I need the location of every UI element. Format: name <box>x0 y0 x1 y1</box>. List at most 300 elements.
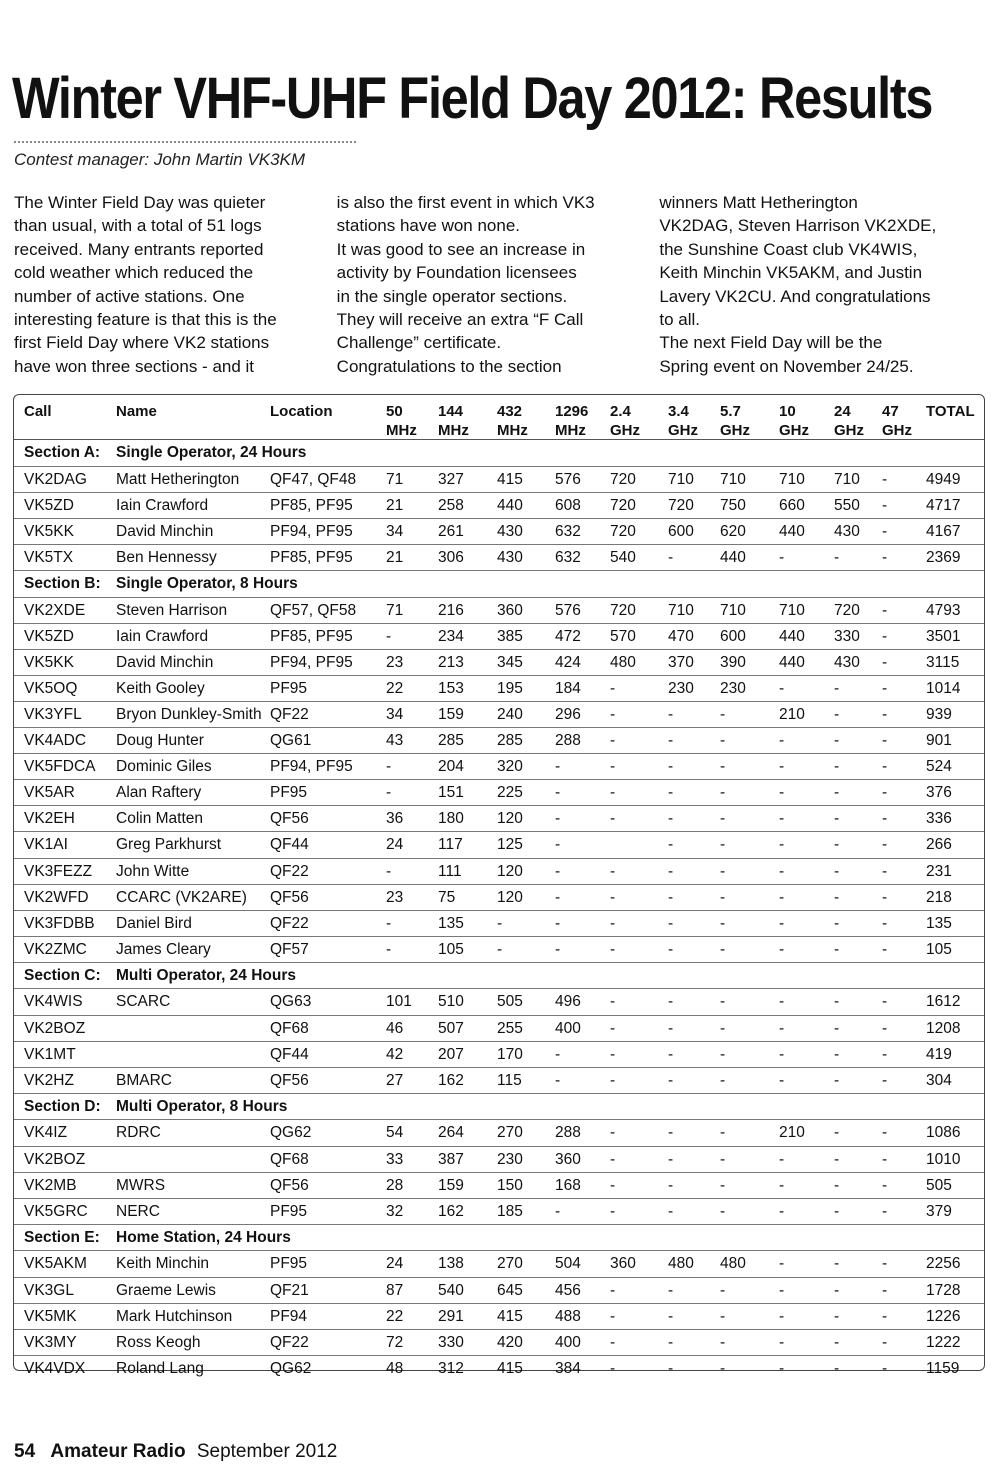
cell-call: VK1AI <box>24 836 68 854</box>
intro-line: Lavery VK2CU. And congratulations <box>659 286 931 306</box>
intro-line: winners Matt Hetherington <box>659 193 858 212</box>
cell-location: QF57 <box>270 940 309 958</box>
cell-band-score: 207 <box>438 1045 464 1063</box>
cell-band-score: 540 <box>438 1281 464 1299</box>
cell-band-score: 43 <box>386 732 404 750</box>
cell-band-score: 370 <box>668 653 694 671</box>
cell-call: VK3FEZZ <box>24 862 93 880</box>
section-label: Section C: <box>24 966 101 984</box>
cell-band-score: 440 <box>779 627 805 645</box>
cell-total: 2369 <box>926 548 961 566</box>
intro-line: is also the first event in which VK3 <box>336 193 595 212</box>
cell-band-score: - <box>779 1045 785 1063</box>
cell-band-score: - <box>497 914 503 932</box>
table-row <box>14 832 984 858</box>
cell-band-score: 120 <box>497 810 523 828</box>
cell-band-score: 261 <box>438 522 464 540</box>
cell-name: James Cleary <box>116 940 211 958</box>
section-heading <box>14 1225 984 1252</box>
section-label: Section D: <box>24 1097 101 1115</box>
cell-band-score: 710 <box>779 470 805 488</box>
cell-band-score: - <box>668 810 674 828</box>
header-total: TOTAL <box>926 403 975 420</box>
cell-call: VK2HZ <box>24 1071 74 1089</box>
cell-band-score: - <box>668 1281 674 1299</box>
cell-band-score: - <box>610 1281 616 1299</box>
cell-band-score: 162 <box>438 1202 464 1220</box>
intro-line: Spring event on November 24/25. <box>659 356 914 376</box>
cell-name: SCARC <box>116 993 171 1011</box>
cell-band-score: 360 <box>497 601 523 619</box>
cell-band-score: - <box>834 1307 840 1325</box>
cell-band-score: - <box>668 914 674 932</box>
table-row <box>14 1330 984 1356</box>
cell-band-score: 135 <box>438 914 464 932</box>
section-label: Section E: <box>24 1228 100 1246</box>
header-band-unit: GHz <box>610 422 640 439</box>
cell-band-score: 608 <box>555 496 581 514</box>
intro-line: They will receive an extra “F Call <box>336 310 584 330</box>
cell-band-score: - <box>882 732 888 750</box>
table-row <box>14 624 984 650</box>
cell-band-score: - <box>834 1202 840 1220</box>
cell-name: Mark Hutchinson <box>116 1307 233 1325</box>
intro-line: interesting feature is that this is the <box>14 310 277 330</box>
cell-band-score: 285 <box>497 732 523 750</box>
cell-band-score: - <box>720 1150 726 1168</box>
cell-call: VK5FDCA <box>24 758 96 776</box>
cell-total: 1014 <box>926 679 961 697</box>
header-band-freq: 432 <box>497 403 523 420</box>
results-table <box>13 394 985 1377</box>
cell-band-score: 306 <box>438 548 464 566</box>
cell-band-score: 456 <box>555 1281 581 1299</box>
cell-band-score: 312 <box>438 1359 464 1377</box>
cell-location: PF85, PF95 <box>270 627 353 645</box>
cell-name: Keith Gooley <box>116 679 205 697</box>
cell-band-score: - <box>882 862 888 880</box>
cell-band-score: - <box>834 784 840 802</box>
cell-name: Dominic Giles <box>116 758 212 776</box>
cell-band-score: - <box>720 1281 726 1299</box>
cell-band-score: 645 <box>497 1281 523 1299</box>
intro-line: in the single operator sections. <box>336 286 568 306</box>
cell-band-score: - <box>555 1071 561 1089</box>
cell-band-score: 125 <box>497 836 523 854</box>
cell-band-score: 296 <box>555 705 581 723</box>
cell-band-score: 505 <box>497 993 523 1011</box>
cell-total: 505 <box>926 1176 952 1194</box>
cell-band-score: - <box>882 1019 888 1037</box>
header-location: Location <box>270 403 333 420</box>
cell-band-score: - <box>610 940 616 958</box>
cell-band-score: - <box>779 1307 785 1325</box>
cell-call: VK5TX <box>24 548 74 566</box>
cell-band-score: 21 <box>386 548 404 566</box>
cell-band-score: - <box>882 548 888 566</box>
cell-call: VK2WFD <box>24 888 89 906</box>
cell-call: VK2BOZ <box>24 1150 86 1168</box>
cell-band-score: 720 <box>610 470 636 488</box>
cell-band-score: 162 <box>438 1071 464 1089</box>
cell-location: QF56 <box>270 888 309 906</box>
cell-location: QG62 <box>270 1359 312 1377</box>
cell-band-score: - <box>720 1359 726 1377</box>
intro-line: Congratulations to the section <box>336 356 562 376</box>
cell-band-score: - <box>882 522 888 540</box>
cell-call: VK5KK <box>24 522 74 540</box>
table-row <box>14 937 984 963</box>
cell-call: VK2MB <box>24 1176 77 1194</box>
intro-line: Challenge” certificate. <box>336 333 502 353</box>
cell-name: Bryon Dunkley-Smith <box>116 705 262 723</box>
cell-location: PF95 <box>270 1202 308 1220</box>
cell-band-score: - <box>668 1124 674 1142</box>
cell-band-score: - <box>555 810 561 828</box>
cell-band-score: - <box>555 784 561 802</box>
cell-band-score: - <box>720 914 726 932</box>
cell-location: QF56 <box>270 810 309 828</box>
cell-band-score: 270 <box>497 1124 523 1142</box>
cell-band-score: 720 <box>610 522 636 540</box>
header-band-freq: 5.7 <box>720 403 741 420</box>
cell-location: QG61 <box>270 732 312 750</box>
cell-band-score: 230 <box>720 679 746 697</box>
cell-location: QF22 <box>270 1333 309 1351</box>
header-band <box>386 402 417 440</box>
cell-call: VK3YFL <box>24 705 82 723</box>
cell-band-score: - <box>610 1071 616 1089</box>
cell-band-score: 120 <box>497 888 523 906</box>
cell-call: VK5MK <box>24 1307 77 1325</box>
cell-band-score: - <box>668 732 674 750</box>
cell-band-score: 488 <box>555 1307 581 1325</box>
intro-line: It was good to see an increase in <box>336 239 586 259</box>
cell-total: 939 <box>926 705 952 723</box>
cell-band-score: 360 <box>555 1150 581 1168</box>
cell-total: 1728 <box>926 1281 961 1299</box>
cell-name: Iain Crawford <box>116 496 209 514</box>
cell-band-score: 480 <box>720 1255 746 1273</box>
cell-location: QF44 <box>270 1045 309 1063</box>
cell-band-score: - <box>834 732 840 750</box>
intro-column-1 <box>14 191 337 378</box>
cell-band-score: 101 <box>386 993 412 1011</box>
cell-band-score: - <box>668 1176 674 1194</box>
cell-band-score: - <box>834 1359 840 1377</box>
cell-band-score: - <box>882 496 888 514</box>
table-row <box>14 650 984 676</box>
cell-band-score: - <box>610 1359 616 1377</box>
intro-line: first Field Day where VK2 stations <box>14 333 270 353</box>
intro-line: cold weather which reduced the <box>14 263 254 283</box>
cell-band-score: 159 <box>438 705 464 723</box>
cell-band-score: - <box>882 914 888 932</box>
cell-band-score: - <box>668 548 674 566</box>
cell-band-score: 710 <box>668 601 694 619</box>
intro-line: to all. <box>659 310 700 330</box>
intro-text <box>14 191 982 378</box>
cell-band-score: 71 <box>386 601 404 619</box>
cell-band-score: 240 <box>497 705 523 723</box>
cell-total: 2256 <box>926 1255 961 1273</box>
cell-band-score: - <box>610 758 616 776</box>
cell-call: VK4VDX <box>24 1359 86 1377</box>
intro-line: than usual, with a total of 51 logs <box>14 216 262 236</box>
section-label: Section B: <box>24 574 101 592</box>
header-call: Call <box>24 403 52 420</box>
header-band-freq: 1296 <box>555 403 589 420</box>
cell-band-score: 258 <box>438 496 464 514</box>
cell-band-score: - <box>834 1019 840 1037</box>
cell-band-score: 480 <box>610 653 636 671</box>
cell-band-score: 184 <box>555 679 581 697</box>
cell-location: PF85, PF95 <box>270 496 353 514</box>
cell-band-score: - <box>779 1150 785 1168</box>
table-row <box>14 493 984 519</box>
cell-band-score: - <box>882 993 888 1011</box>
cell-band-score: - <box>779 1176 785 1194</box>
cell-band-score: 400 <box>555 1019 581 1037</box>
cell-band-score: - <box>720 1307 726 1325</box>
cell-band-score: - <box>668 705 674 723</box>
cell-band-score: 32 <box>386 1202 404 1220</box>
cell-band-score: 34 <box>386 705 404 723</box>
cell-name: Daniel Bird <box>116 914 192 932</box>
page-number: 54 <box>14 1441 36 1462</box>
intro-column-3 <box>659 191 982 378</box>
cell-band-score: - <box>882 470 888 488</box>
cell-band-score: - <box>834 1150 840 1168</box>
cell-band-score: - <box>720 1045 726 1063</box>
cell-location: QG62 <box>270 1124 312 1142</box>
cell-band-score: - <box>882 784 888 802</box>
cell-band-score: - <box>720 993 726 1011</box>
cell-band-score: - <box>834 758 840 776</box>
cell-total: 4167 <box>926 522 961 540</box>
cell-band-score: - <box>668 862 674 880</box>
cell-call: VK5KK <box>24 653 74 671</box>
cell-total: 336 <box>926 810 952 828</box>
cell-band-score: - <box>720 732 726 750</box>
cell-band-score: - <box>668 1359 674 1377</box>
cell-band-score: - <box>668 1150 674 1168</box>
cell-location: PF94, PF95 <box>270 653 353 671</box>
cell-total: 231 <box>926 862 952 880</box>
cell-band-score: 216 <box>438 601 464 619</box>
header-band-unit: MHz <box>555 422 586 439</box>
section-heading <box>14 1094 984 1121</box>
cell-band-score: 210 <box>779 705 805 723</box>
cell-band-score: 72 <box>386 1333 404 1351</box>
cell-band-score: 576 <box>555 601 581 619</box>
cell-call: VK1MT <box>24 1045 76 1063</box>
cell-call: VK5ZD <box>24 627 74 645</box>
cell-band-score: 288 <box>555 732 581 750</box>
cell-name: Graeme Lewis <box>116 1281 216 1299</box>
issue-date: September 2012 <box>196 1441 338 1462</box>
cell-band-score: 440 <box>779 653 805 671</box>
header-band-freq: 144 <box>438 403 464 420</box>
cell-band-score: 120 <box>497 862 523 880</box>
cell-band-score: - <box>668 888 674 906</box>
cell-band-score: 28 <box>386 1176 404 1194</box>
cell-band-score: 632 <box>555 522 581 540</box>
cell-band-score: - <box>882 888 888 906</box>
intro-line: the Sunshine Coast club VK4WIS, <box>659 239 918 259</box>
cell-band-score: - <box>779 940 785 958</box>
cell-band-score: 384 <box>555 1359 581 1377</box>
cell-total: 901 <box>926 732 952 750</box>
cell-name: MWRS <box>116 1176 166 1194</box>
cell-call: VK4IZ <box>24 1124 68 1142</box>
cell-band-score: 390 <box>720 653 746 671</box>
cell-name: David Minchin <box>116 522 214 540</box>
cell-band-score: 720 <box>610 601 636 619</box>
cell-band-score: - <box>720 705 726 723</box>
page-title: Winter VHF-UHF Field Day 2012: Results <box>12 66 933 131</box>
cell-band-score: - <box>882 705 888 723</box>
cell-call: VK4ADC <box>24 732 87 750</box>
cell-band-score: 600 <box>668 522 694 540</box>
cell-band-score: 385 <box>497 627 523 645</box>
cell-band-score: - <box>882 679 888 697</box>
cell-band-score: 270 <box>497 1255 523 1273</box>
cell-band-score: 710 <box>668 470 694 488</box>
cell-band-score: 550 <box>834 496 860 514</box>
cell-band-score: - <box>779 1255 785 1273</box>
cell-location: QF57, QF58 <box>270 601 357 619</box>
table-row <box>14 1016 984 1042</box>
cell-call: VK3FDBB <box>24 914 95 932</box>
cell-band-score: 36 <box>386 810 404 828</box>
cell-band-score: - <box>668 940 674 958</box>
cell-band-score: 415 <box>497 1359 523 1377</box>
cell-band-score: 185 <box>497 1202 523 1220</box>
cell-total: 1226 <box>926 1307 961 1325</box>
table-row <box>14 1120 984 1146</box>
cell-band-score: - <box>882 1333 888 1351</box>
cell-band-score: 115 <box>497 1071 522 1089</box>
intro-line: The next Field Day will be the <box>659 333 883 353</box>
cell-band-score: - <box>668 1307 674 1325</box>
table-row <box>14 519 984 545</box>
cell-band-score: - <box>386 784 392 802</box>
header-band-unit: GHz <box>779 422 809 439</box>
cell-band-score: - <box>779 914 785 932</box>
cell-name: Iain Crawford <box>116 627 209 645</box>
cell-band-score: - <box>610 862 616 880</box>
cell-band-score: 291 <box>438 1307 464 1325</box>
cell-call: VK5AKM <box>24 1255 87 1273</box>
cell-band-score: 23 <box>386 653 404 671</box>
cell-band-score: - <box>834 836 840 854</box>
table-row <box>14 1356 984 1381</box>
cell-band-score: - <box>882 1202 888 1220</box>
cell-band-score: - <box>720 1019 726 1037</box>
cell-location: QF22 <box>270 862 309 880</box>
header-band-unit: GHz <box>882 422 912 439</box>
header-band <box>438 402 469 440</box>
page-footer <box>14 1441 337 1463</box>
cell-band-score: 230 <box>668 679 694 697</box>
cell-band-score: - <box>668 1071 674 1089</box>
cell-band-score: - <box>834 705 840 723</box>
cell-location: QF56 <box>270 1176 309 1194</box>
header-band-freq: 50 <box>386 403 403 420</box>
cell-band-score: - <box>882 653 888 671</box>
cell-band-score: 33 <box>386 1150 404 1168</box>
cell-band-score: - <box>882 1150 888 1168</box>
cell-band-score: 415 <box>497 470 523 488</box>
cell-band-score: 540 <box>610 548 636 566</box>
cell-location: QF22 <box>270 705 309 723</box>
header-band <box>882 402 912 440</box>
cell-band-score: 400 <box>555 1333 581 1351</box>
table-row <box>14 911 984 937</box>
cell-band-score: 710 <box>834 470 860 488</box>
cell-band-score: 600 <box>720 627 746 645</box>
cell-band-score: - <box>610 993 616 1011</box>
cell-band-score: - <box>555 888 561 906</box>
cell-name: Roland Lang <box>116 1359 204 1377</box>
cell-band-score: 204 <box>438 758 464 776</box>
cell-band-score: - <box>668 1202 674 1220</box>
cell-band-score: - <box>834 679 840 697</box>
cell-band-score: 510 <box>438 993 464 1011</box>
table-row <box>14 806 984 832</box>
cell-total: 4717 <box>926 496 961 514</box>
cell-band-score: - <box>668 993 674 1011</box>
header-band <box>834 402 864 440</box>
cell-band-score: - <box>779 810 785 828</box>
header-band-unit: GHz <box>834 422 864 439</box>
cell-band-score: - <box>834 993 840 1011</box>
intro-line: Keith Minchin VK5AKM, and Justin <box>659 263 923 283</box>
cell-band-score: - <box>882 810 888 828</box>
cell-band-score: 330 <box>438 1333 464 1351</box>
table-row <box>14 1199 984 1225</box>
cell-location: PF95 <box>270 784 308 802</box>
cell-total: 304 <box>926 1071 952 1089</box>
cell-band-score: 159 <box>438 1176 464 1194</box>
cell-name: NERC <box>116 1202 160 1220</box>
cell-total: 266 <box>926 836 952 854</box>
cell-band-score: - <box>610 1124 616 1142</box>
cell-location: PF94 <box>270 1307 308 1325</box>
table-row <box>14 989 984 1015</box>
cell-band-score: - <box>668 1019 674 1037</box>
cell-band-score: 71 <box>386 470 404 488</box>
cell-band-score: 720 <box>834 601 860 619</box>
table-row <box>14 1042 984 1068</box>
cell-band-score: - <box>882 1071 888 1089</box>
cell-band-score: - <box>882 1045 888 1063</box>
table-row <box>14 1251 984 1277</box>
table-body <box>14 440 984 1381</box>
header-band-freq: 2.4 <box>610 403 631 420</box>
cell-band-score: 710 <box>720 470 746 488</box>
cell-band-score: - <box>610 1045 616 1063</box>
cell-call: VK4WIS <box>24 993 83 1011</box>
cell-band-score: - <box>668 1045 674 1063</box>
cell-band-score: - <box>386 862 392 880</box>
cell-band-score: - <box>882 627 888 645</box>
cell-band-score: 480 <box>668 1255 694 1273</box>
cell-total: 4793 <box>926 601 961 619</box>
intro-line: stations have won none. <box>336 216 521 236</box>
section-label: Section A: <box>24 444 101 461</box>
